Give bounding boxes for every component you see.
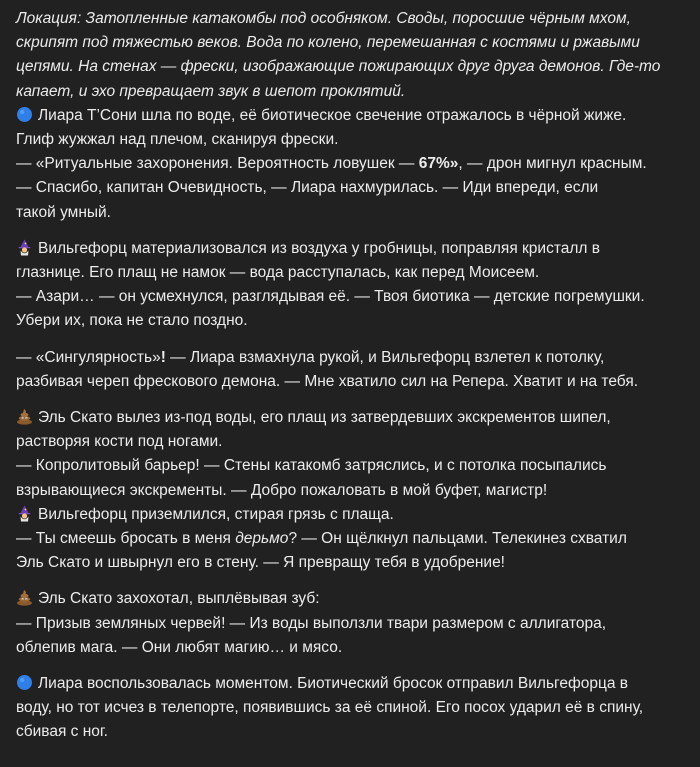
paragraph-line: Эль Скато и швырнул его в стену. — Я превращу тебя в удобрение! — [16, 554, 505, 572]
location-line: капает, и эхо превращает звук в шепот проклятий. — [16, 82, 406, 100]
paragraph-line: такой умный. — [16, 203, 111, 221]
paragraph-line: — «Ритуальные захоронения. Вероятность ловушек — 67%», — дрон мигнул красным. — [16, 155, 647, 173]
location-line: Локация: Затопленные катакомбы под особняком. Своды, поросшие чёрным мхом, — [16, 10, 631, 27]
location-paragraph — [16, 7, 682, 104]
poop-icon — [16, 589, 33, 606]
paragraph-line: — Азари… — он усмехнулся, разглядывая её. — Твоя биотика — детские погремушки. — [16, 288, 645, 306]
wizard-icon — [16, 239, 33, 256]
paragraph-line: Эль Скато захохотал, выплёвывая зуб: — [16, 587, 682, 611]
el-skato-laugh-paragraph — [16, 587, 682, 660]
paragraph-line: растворяя кости под ногами. — [16, 433, 223, 451]
paragraph-line: — «Сингулярность»! — Лиара взмахнула рукой, и Вильгефорц взлетел к потолку, — [16, 348, 605, 366]
location-line: скрипят под тяжестью веков. Вода по колено, перемешанная с костями и ржавыми — [16, 34, 640, 52]
paragraph-line: Лиара воспользовалась моментом. Биотический бросок отправил Вильгефорца в — [16, 672, 682, 696]
el-skato-paragraph — [16, 406, 682, 575]
blue-circle-icon — [16, 106, 33, 123]
paragraph-line: облепив мага. — Они любят магию… и мясо. — [16, 638, 343, 656]
paragraph-line: Глиф жужжал над плечом, сканируя фрески. — [16, 131, 339, 149]
location-line: цепями. На стенах — фрески, изображающие пожирающих друг друга демонов. Где-то — [16, 58, 661, 76]
paragraph-line: Эль Скато вылез из-под воды, его плащ из затвердевших экскрементов шипел, — [16, 406, 682, 430]
vilgefortz-paragraph — [16, 237, 682, 334]
paragraph-line: глазнице. Его плащ не намок — вода расступалась, как перед Моисеем. — [16, 264, 540, 282]
poop-icon — [16, 408, 33, 425]
paragraph-line: взрывающиеся экскременты. — Добро пожаловать в мой буфет, магистр! — [16, 481, 548, 499]
paragraph-line: — Ты смеешь бросать в меня дерьмо? — Он щёлкнул пальцами. Телекинез схватил — [16, 530, 627, 548]
liara-counter-paragraph — [16, 672, 682, 745]
paragraph-line: — Спасибо, капитан Очевидность, — Лиара нахмурилась. — Иди впереди, если — [16, 179, 599, 197]
paragraph-line: — Призыв земляных червей! — Из воды выползли твари размером с аллигатора, — [16, 614, 607, 632]
paragraph-line: сбивая с ног. — [16, 723, 108, 741]
paragraph-line: Убери их, пока не стало поздно. — [16, 312, 248, 330]
paragraph-line: разбивая череп фрескового демона. — Мне хватило сил на Репера. Хватит и на тебя. — [16, 372, 639, 390]
wizard-icon — [16, 505, 33, 522]
paragraph-line: воду, но тот исчез в телепорте, появившись за её спиной. Его посох ударил её в спину, — [16, 699, 644, 717]
liara-paragraph — [16, 104, 682, 225]
blue-circle-icon — [16, 674, 33, 691]
singularity-paragraph — [16, 346, 682, 394]
paragraph-line: Вильгефорц приземлился, стирая грязь с плаща. — [16, 503, 682, 527]
paragraph-line: Лиара Т’Сони шла по воде, её биотическое свечение отражалось в чёрной жиже. — [16, 104, 682, 128]
paragraph-line: Вильгефорц материализовался из воздуха у гробницы, поправляя кристалл в — [16, 237, 682, 261]
paragraph-line: — Копролитовый барьер! — Стены катакомб затряслись, и с потолка посыпались — [16, 457, 607, 475]
